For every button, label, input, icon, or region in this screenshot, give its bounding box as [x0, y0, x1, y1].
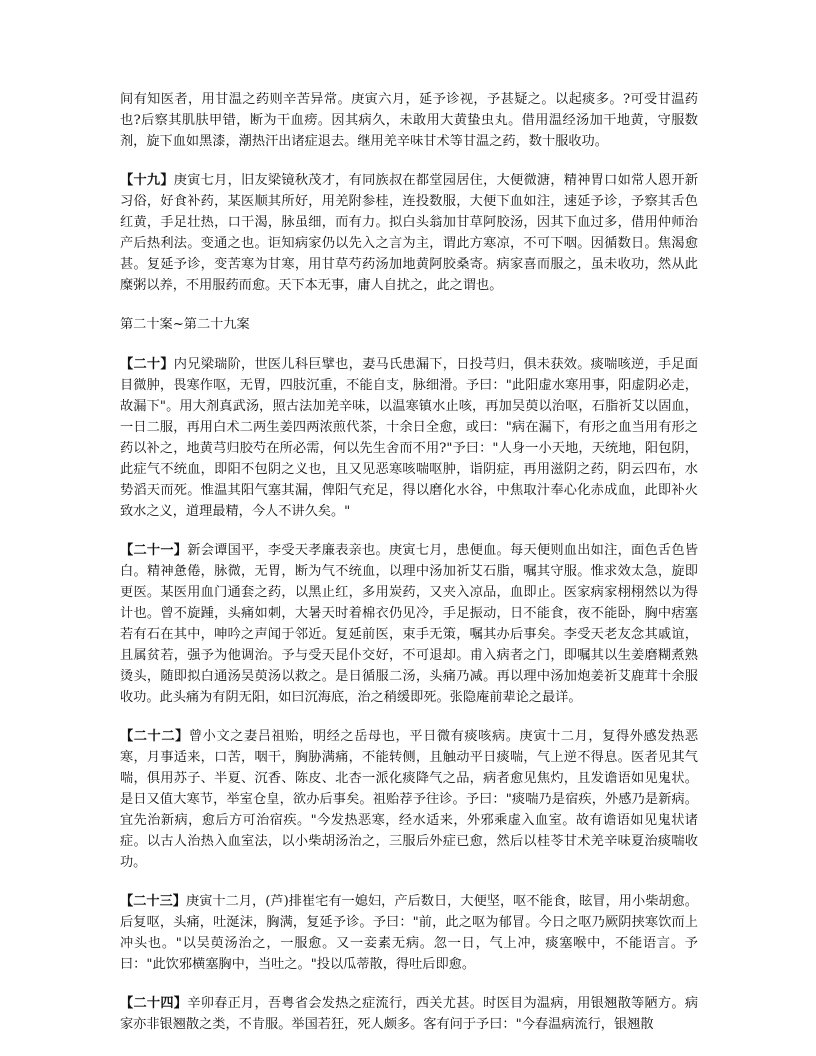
case-19-label: 【十九】 — [120, 173, 174, 188]
case-23-text: 庚寅十二月，(芦)排崔宅有一媳妇，产后数日，大便坚，呕不能食，眩冒，用小柴胡愈。后复呕，头痛，吐涎沫，胸满，复延予诊。予曰："前，此之呕为郁冒。今日之呕乃厥阴挟寒饮而上冲头也。"以吴萸汤治之，一服愈。又一妾素无病。忽一日，气上冲，痰塞喉中，不能语言。予曰："此饮邪横塞胸中，当吐之。"投以瓜蒂散，得吐后即愈。 — [120, 894, 698, 972]
case-24-label: 【二十四】 — [120, 996, 188, 1011]
case-19-text: 庚寅七月，旧友梁镜秋茂才，有同族叔在都堂园居住，大便微溏，精神胃口如常人恩开新习俗，好食补药，某医顺其所好，用羌附参桂，连投数服，大便下血如注，速延予诊，予察其舌色红黄，手足壮热，口干渴，脉虽细，而有力。拟白头翁加甘草阿胶汤，因其下血过多，借用仲师治产后热利法。变通之也。讵知病家仍以先入之言为主，谓此方寒凉，不可下咽。因循数日。焦渴愈甚。复延予诊，变苦寒为甘寒，用甘草芍药汤加地黄阿胶桑寄。病家喜而服之，虽未收功，然从此糜粥以养，不用服药而愈。天下本无事，庸人自扰之，此之谓也。 — [120, 173, 699, 293]
case-23-paragraph — [120, 891, 698, 975]
case-20-label: 【二十】 — [120, 357, 174, 372]
document-page — [120, 89, 698, 1053]
case-19-paragraph — [120, 170, 698, 296]
case-22-paragraph — [120, 726, 698, 873]
intro-paragraph — [120, 89, 698, 152]
case-23-label: 【二十三】 — [120, 894, 187, 909]
case-24-text: 辛卯春正月，吾粤省会发热之症流行，西关尤甚。时医目为温病，用银翘散等陋方。病家亦非银翘散之类，不肯服。举国若狂，死人颇多。客有问于予曰："今春温病流行，银翘散 — [120, 996, 699, 1032]
intro-text: 间有知医者，用甘温之药则辛苦异常。庚寅六月，延予诊视，予甚疑之。以起痰多。?可受甘温药也?后察其肌肤甲错，断为干血痨。因其病久，未敢用大黄蛰虫丸。借用温经汤加干地黄，守服数剂，旋下血如黑漆，潮热汗出诸症退去。继用羌辛味甘术等甘温之药，数十服收功。 — [120, 92, 698, 149]
case-24-paragraph — [120, 993, 698, 1035]
case-21-paragraph — [120, 540, 698, 708]
section-heading: 第二十案~第二十九案 — [120, 317, 250, 332]
case-22-label: 【二十二】 — [120, 729, 189, 744]
case-22-text: 曾小文之妻吕祖贻，明经之岳母也，平日微有痰咳病。庚寅十二月，复得外感发热恶寒，月事适来，口苦，咽干，胸胁满痛，不能转侧，且触动平日痰喘，气上逆不得息。医者见其气喘，俱用苏子、半夏、沉香、陈皮、北杏一派化痰降气之品，病者愈见焦灼，且发谵语如见鬼状。是日又值大寒节，举室仓皇，欲办后事矣。祖贻荐予往诊。予曰："痰喘乃是宿疾，外感乃是新病。宜先治新病，愈后方可治宿疾。"今发热恶寒，经水适来，外邪乘虚入血室。故有谵语如见鬼状诸症。以古人治热入血室法，以小柴胡汤治之，三服后外症已愈，然后以桂苓甘术羌辛味夏治痰喘收功。 — [120, 729, 699, 870]
case-21-text: 新会谭国平，李受天孝廉表亲也。庚寅七月，患便血。每天便则血出如注，面色舌色皆白。精神惫倦，脉微，无胃，断为气不统血，以理中汤加祈艾石脂，嘱其守服。惟求效太急，旋即更医。某医用血门通套之药，以黑止红，多用炭药，又夹入凉品，血即止。医家病家栩栩然以为得计也。曾不旋踵，头痛如刺，大暑天时着棉衣仍见冷，手足振动，日不能食，夜不能卧，胸中痞塞若有石在其中，呻吟之声闻于邻近。复延前医，束手无策，嘱其办后事矣。李受天老友念其戚谊，且属贫若，强予为他调治。予与受天昆仆交好，不可退却。甫入病者之门，即嘱其以生姜磨糊煮熟烫头，随即拟白通汤吴萸汤以救之。是日循服二汤，头痛乃减。再以理中汤加炮姜祈艾鹿茸十余服收功。此头痛为有阴无阳，如曰沉海底，治之稍缓即死。张隐庵前辈论之最详。 — [120, 543, 699, 705]
case-20-paragraph — [120, 354, 698, 522]
case-20-text: 内兄梁瑞阶，世医儿科巨擘也，妻马氏患漏下，日投芎归，俱未获效。痰喘咳逆，手足面目微肿，畏寒作呕，无胃，四肢沉重，不能自支，脉细滑。予曰："此阳虚水寒用事，阳虚阴必走，故漏下"。用大剂真武汤，照古法加羌辛味，以温寒镇水止咳，再加吴萸以治呕，石脂祈艾以固血，一日二服，再用白术二两生姜四两浓煎代茶，十余日全愈，或曰："病在漏下，有形之血当用有形之药以补之，地黄芎归胶芍在所必需，何以先生舍而不用?"予曰："人身一小天地，天统地，阳包阴，此症气不统血，即阳不包阴之义也，且又见恶寒咳喘呕肿，诣阴症，再用滋阴之药，阴云四布，水势滔天而死。惟温其阳气塞其漏，俾阳气充足，得以磨化水谷，中焦取汁奉心化赤成血，此即补火致水之义，道理最精，今人不讲久矣。" — [120, 357, 699, 519]
case-21-label: 【二十一】 — [120, 543, 188, 558]
